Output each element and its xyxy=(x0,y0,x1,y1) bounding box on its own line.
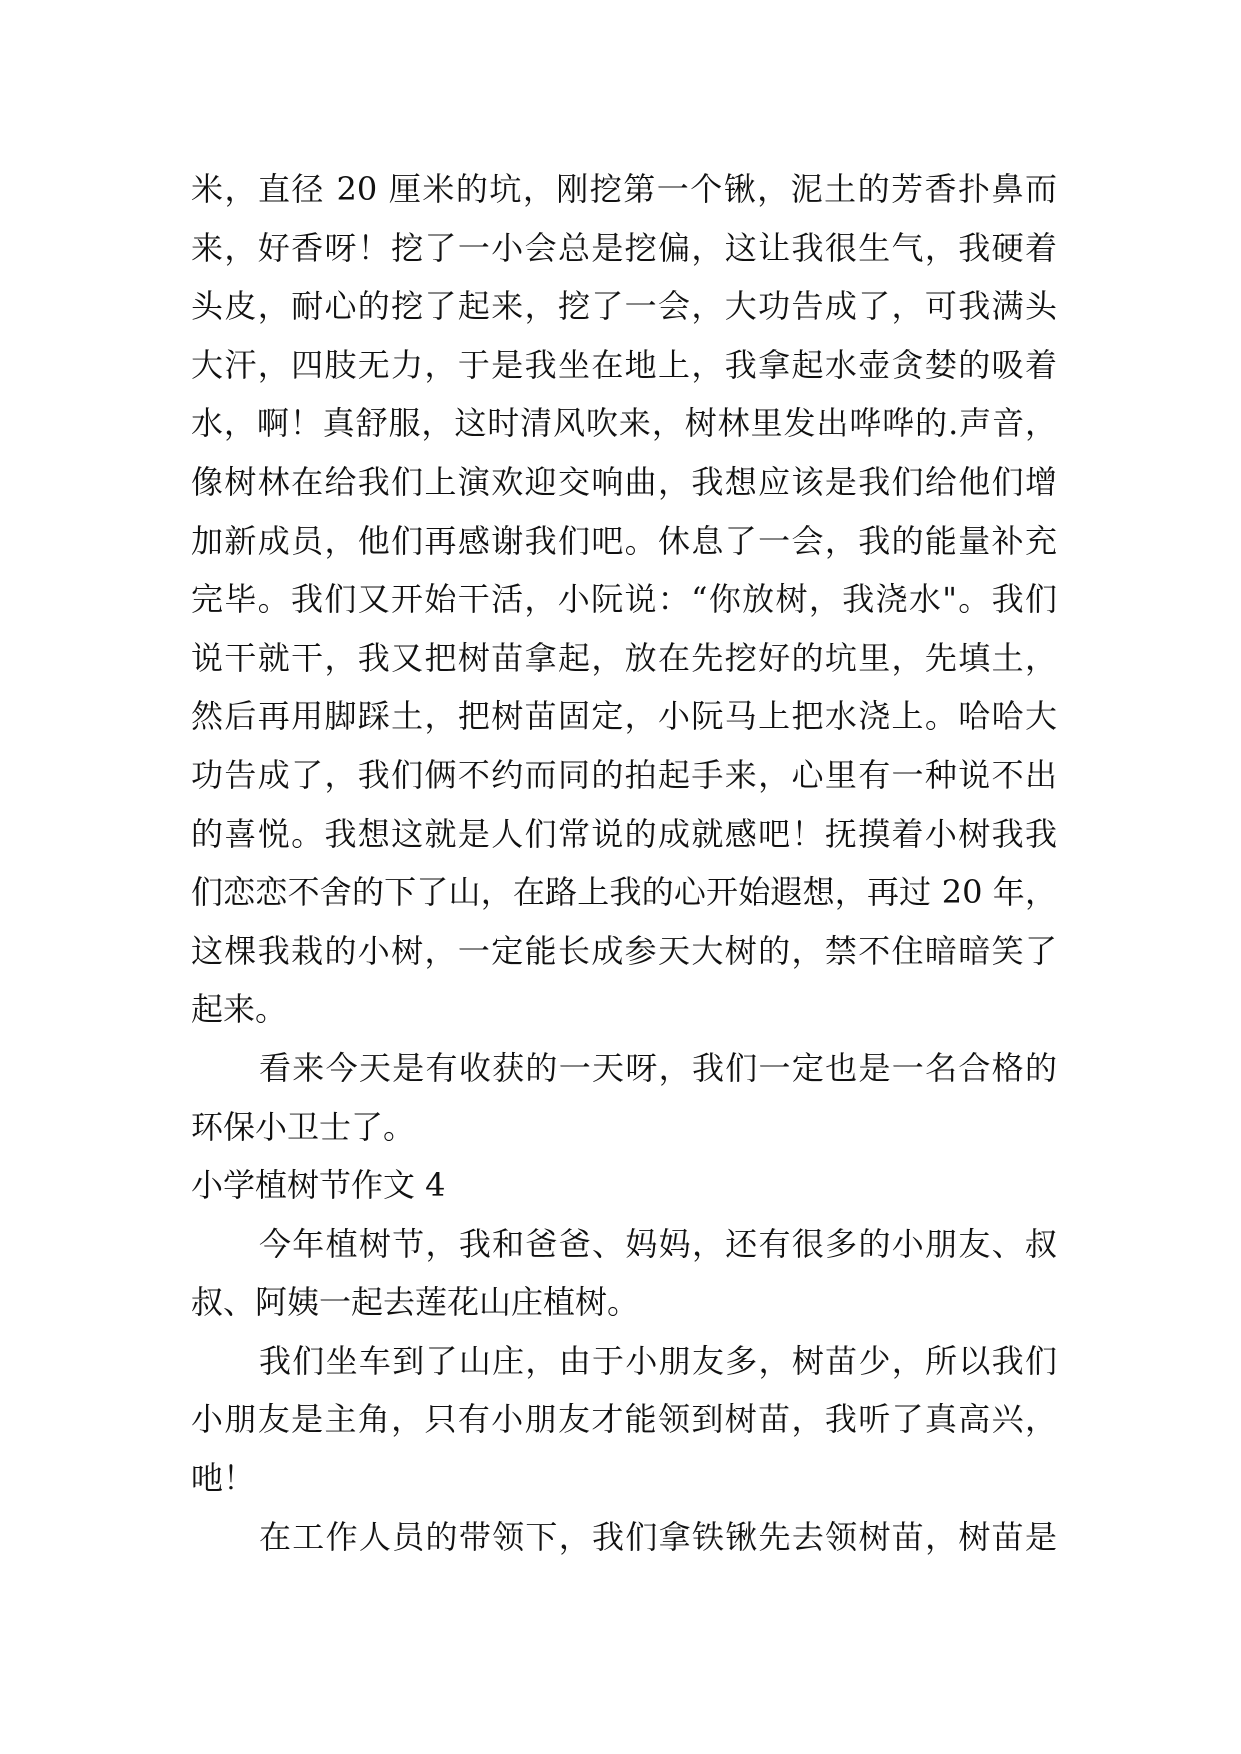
paragraph xyxy=(191,1215,1057,1332)
text-line: 们恋恋不舍的下了山，在路上我的心开始遐想，再过 20 年， xyxy=(191,873,1057,912)
text-line: 完毕。我们又开始干活，小阮说：“你放树，我浇水"。我们 xyxy=(191,580,1057,619)
text-line: 环保小卫士了。 xyxy=(191,1107,416,1146)
text-line: 功告成了，我们俩不约而同的拍起手来，心里有一种说不出 xyxy=(191,755,1057,794)
text-line: 说干就干，我又把树苗拿起，放在先挖好的坑里，先填土， xyxy=(191,638,1057,677)
paragraph xyxy=(191,1039,1057,1156)
text-line: 吔！ xyxy=(191,1459,256,1498)
section-heading: 小学植树节作文 4 xyxy=(191,1166,446,1205)
text-line: 来，好香呀！挖了一小会总是挖偏，这让我很生气，我硬着 xyxy=(191,228,1057,267)
text-line: 加新成员，他们再感谢我们吧。休息了一会，我的能量补充 xyxy=(191,521,1057,560)
text-line: 在工作人员的带领下，我们拿铁锹先去领树苗，树苗是 xyxy=(259,1517,1057,1556)
text-line: 水，啊！真舒服，这时清风吹来，树林里发出哗哗的.声音， xyxy=(191,404,1057,443)
paragraph xyxy=(191,160,1057,1039)
text-line: 叔、阿姨一起去莲花山庄植树。 xyxy=(191,1283,640,1322)
text-line: 起来。 xyxy=(191,990,288,1029)
text-line: 像树林在给我们上演欢迎交响曲，我想应该是我们给他们增 xyxy=(191,462,1057,501)
text-line: 我们坐车到了山庄，由于小朋友多，树苗少，所以我们 xyxy=(259,1341,1057,1380)
paragraph xyxy=(191,1508,1057,1567)
text-line: 头皮，耐心的挖了起来，挖了一会，大功告成了，可我满头 xyxy=(191,287,1057,326)
paragraph xyxy=(191,1332,1057,1508)
text-line: 小朋友是主角，只有小朋友才能领到树苗，我听了真高兴， xyxy=(191,1400,1057,1439)
text-line: 看来今天是有收获的一天呀，我们一定也是一名合格的 xyxy=(259,1048,1057,1087)
text-line: 然后再用脚踩土，把树苗固定，小阮马上把水浇上。哈哈大 xyxy=(191,697,1057,736)
text-line: 米，直径 20 厘米的坑，刚挖第一个锹，泥土的芳香扑鼻而 xyxy=(191,170,1057,208)
text-line: 这棵我栽的小树，一定能长成参天大树的，禁不住暗暗笑了 xyxy=(191,931,1057,970)
document-body xyxy=(191,160,1057,1566)
text-line: 的喜悦。我想这就是人们常说的成就感吧！抚摸着小树我我 xyxy=(191,814,1057,853)
text-line: 大汗，四肢无力，于是我坐在地上，我拿起水壶贪婪的吸着 xyxy=(191,345,1057,384)
text-line: 今年植树节，我和爸爸、妈妈，还有很多的小朋友、叔 xyxy=(259,1224,1057,1263)
